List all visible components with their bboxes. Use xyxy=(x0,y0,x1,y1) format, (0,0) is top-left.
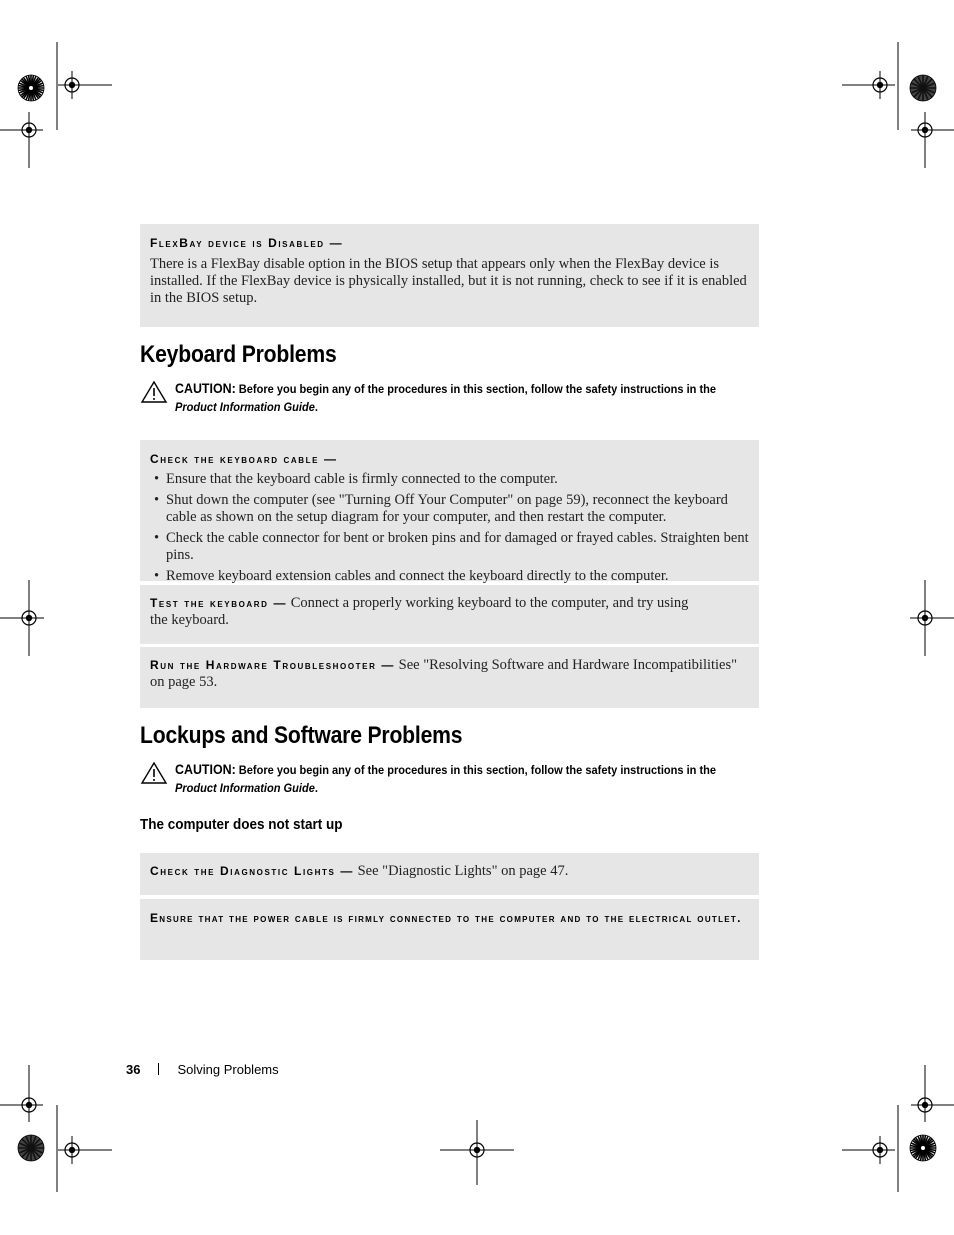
list-item: • Shut down the computer (see "Turning Off Your Computer" on page 59), reconnect the keyboard cable as shown on the setup diagram for your computer, and then restart the computer. xyxy=(150,492,749,526)
crosshair-registration-icon xyxy=(866,1136,894,1164)
caution-guide: Product Information Guide xyxy=(175,400,315,414)
flexbay-text: There is a FlexBay disable option in the BIOS setup that appears only when the FlexBay device is installed. If the FlexBay device is physically installed, but it is not running, check to see if it is enabled in the BIOS setup. xyxy=(150,256,747,306)
run-troubleshooter-heading: Run the Hardware Troubleshooter — xyxy=(150,658,396,672)
keyboard-problems-title: Keyboard Problems xyxy=(140,341,337,368)
footer-section: Solving Problems xyxy=(177,1062,279,1077)
list-item: • Check the cable connector for bent or broken pins and for damaged or frayed cables. Straighten bent pins. xyxy=(150,530,749,564)
lockups-title: Lockups and Software Problems xyxy=(140,722,463,749)
flexbay-heading: FlexBay device is Disabled — xyxy=(150,236,344,250)
starburst-target-icon xyxy=(18,1135,44,1161)
check-keyboard-cable-box xyxy=(140,440,759,584)
test-keyboard-text: Connect a properly working keyboard to the computer, and try using the keyboard. xyxy=(150,595,689,628)
warning-triangle-icon xyxy=(140,761,168,785)
caution-text: Before you begin any of the procedures in this section, follow the safety instructions in the xyxy=(238,763,717,777)
run-troubleshooter-text: See "Resolving Software and Hardware Incompatibilities" on page 53. xyxy=(150,657,738,690)
caution-label: CAUTION: xyxy=(175,381,236,396)
caution-text: Before you begin any of the procedures in this section, follow the safety instructions in the xyxy=(238,382,717,396)
crosshair-registration-icon xyxy=(58,71,86,99)
warning-triangle-icon xyxy=(140,380,168,404)
starburst-target-icon xyxy=(910,1135,936,1161)
caution-label: CAUTION: xyxy=(175,762,236,777)
starburst-target-icon xyxy=(910,75,936,101)
crosshair-registration-icon xyxy=(866,71,894,99)
ensure-power-box xyxy=(140,899,759,960)
check-lights-text: See "Diagnostic Lights" on page 47. xyxy=(357,863,569,879)
check-cable-list xyxy=(150,471,749,585)
run-troubleshooter-box xyxy=(140,647,759,708)
starburst-target-icon xyxy=(18,75,44,101)
test-keyboard-box xyxy=(140,585,759,644)
check-lights-heading: Check the Diagnostic Lights — xyxy=(150,864,354,878)
footer-divider xyxy=(158,1063,159,1075)
list-item: • Remove keyboard extension cables and connect the keyboard directly to the computer. xyxy=(150,568,749,585)
page-footer xyxy=(126,1062,279,1077)
test-keyboard-heading: Test the keyboard — xyxy=(150,596,288,610)
check-cable-heading: Check the keyboard cable — xyxy=(150,452,338,466)
flexbay-disabled-box xyxy=(140,224,759,327)
list-item: • Ensure that the keyboard cable is firmly connected to the computer. xyxy=(150,471,749,488)
ensure-power-heading: Ensure that the power cable is firmly connected to the computer and to the electrical outlet. xyxy=(150,911,742,925)
crosshair-registration-icon xyxy=(58,1136,86,1164)
computer-not-start-subheading: The computer does not start up xyxy=(140,816,343,833)
check-diagnostic-lights-box xyxy=(140,853,759,895)
page-number: 36 xyxy=(126,1062,141,1077)
caution-guide: Product Information Guide xyxy=(175,781,315,795)
